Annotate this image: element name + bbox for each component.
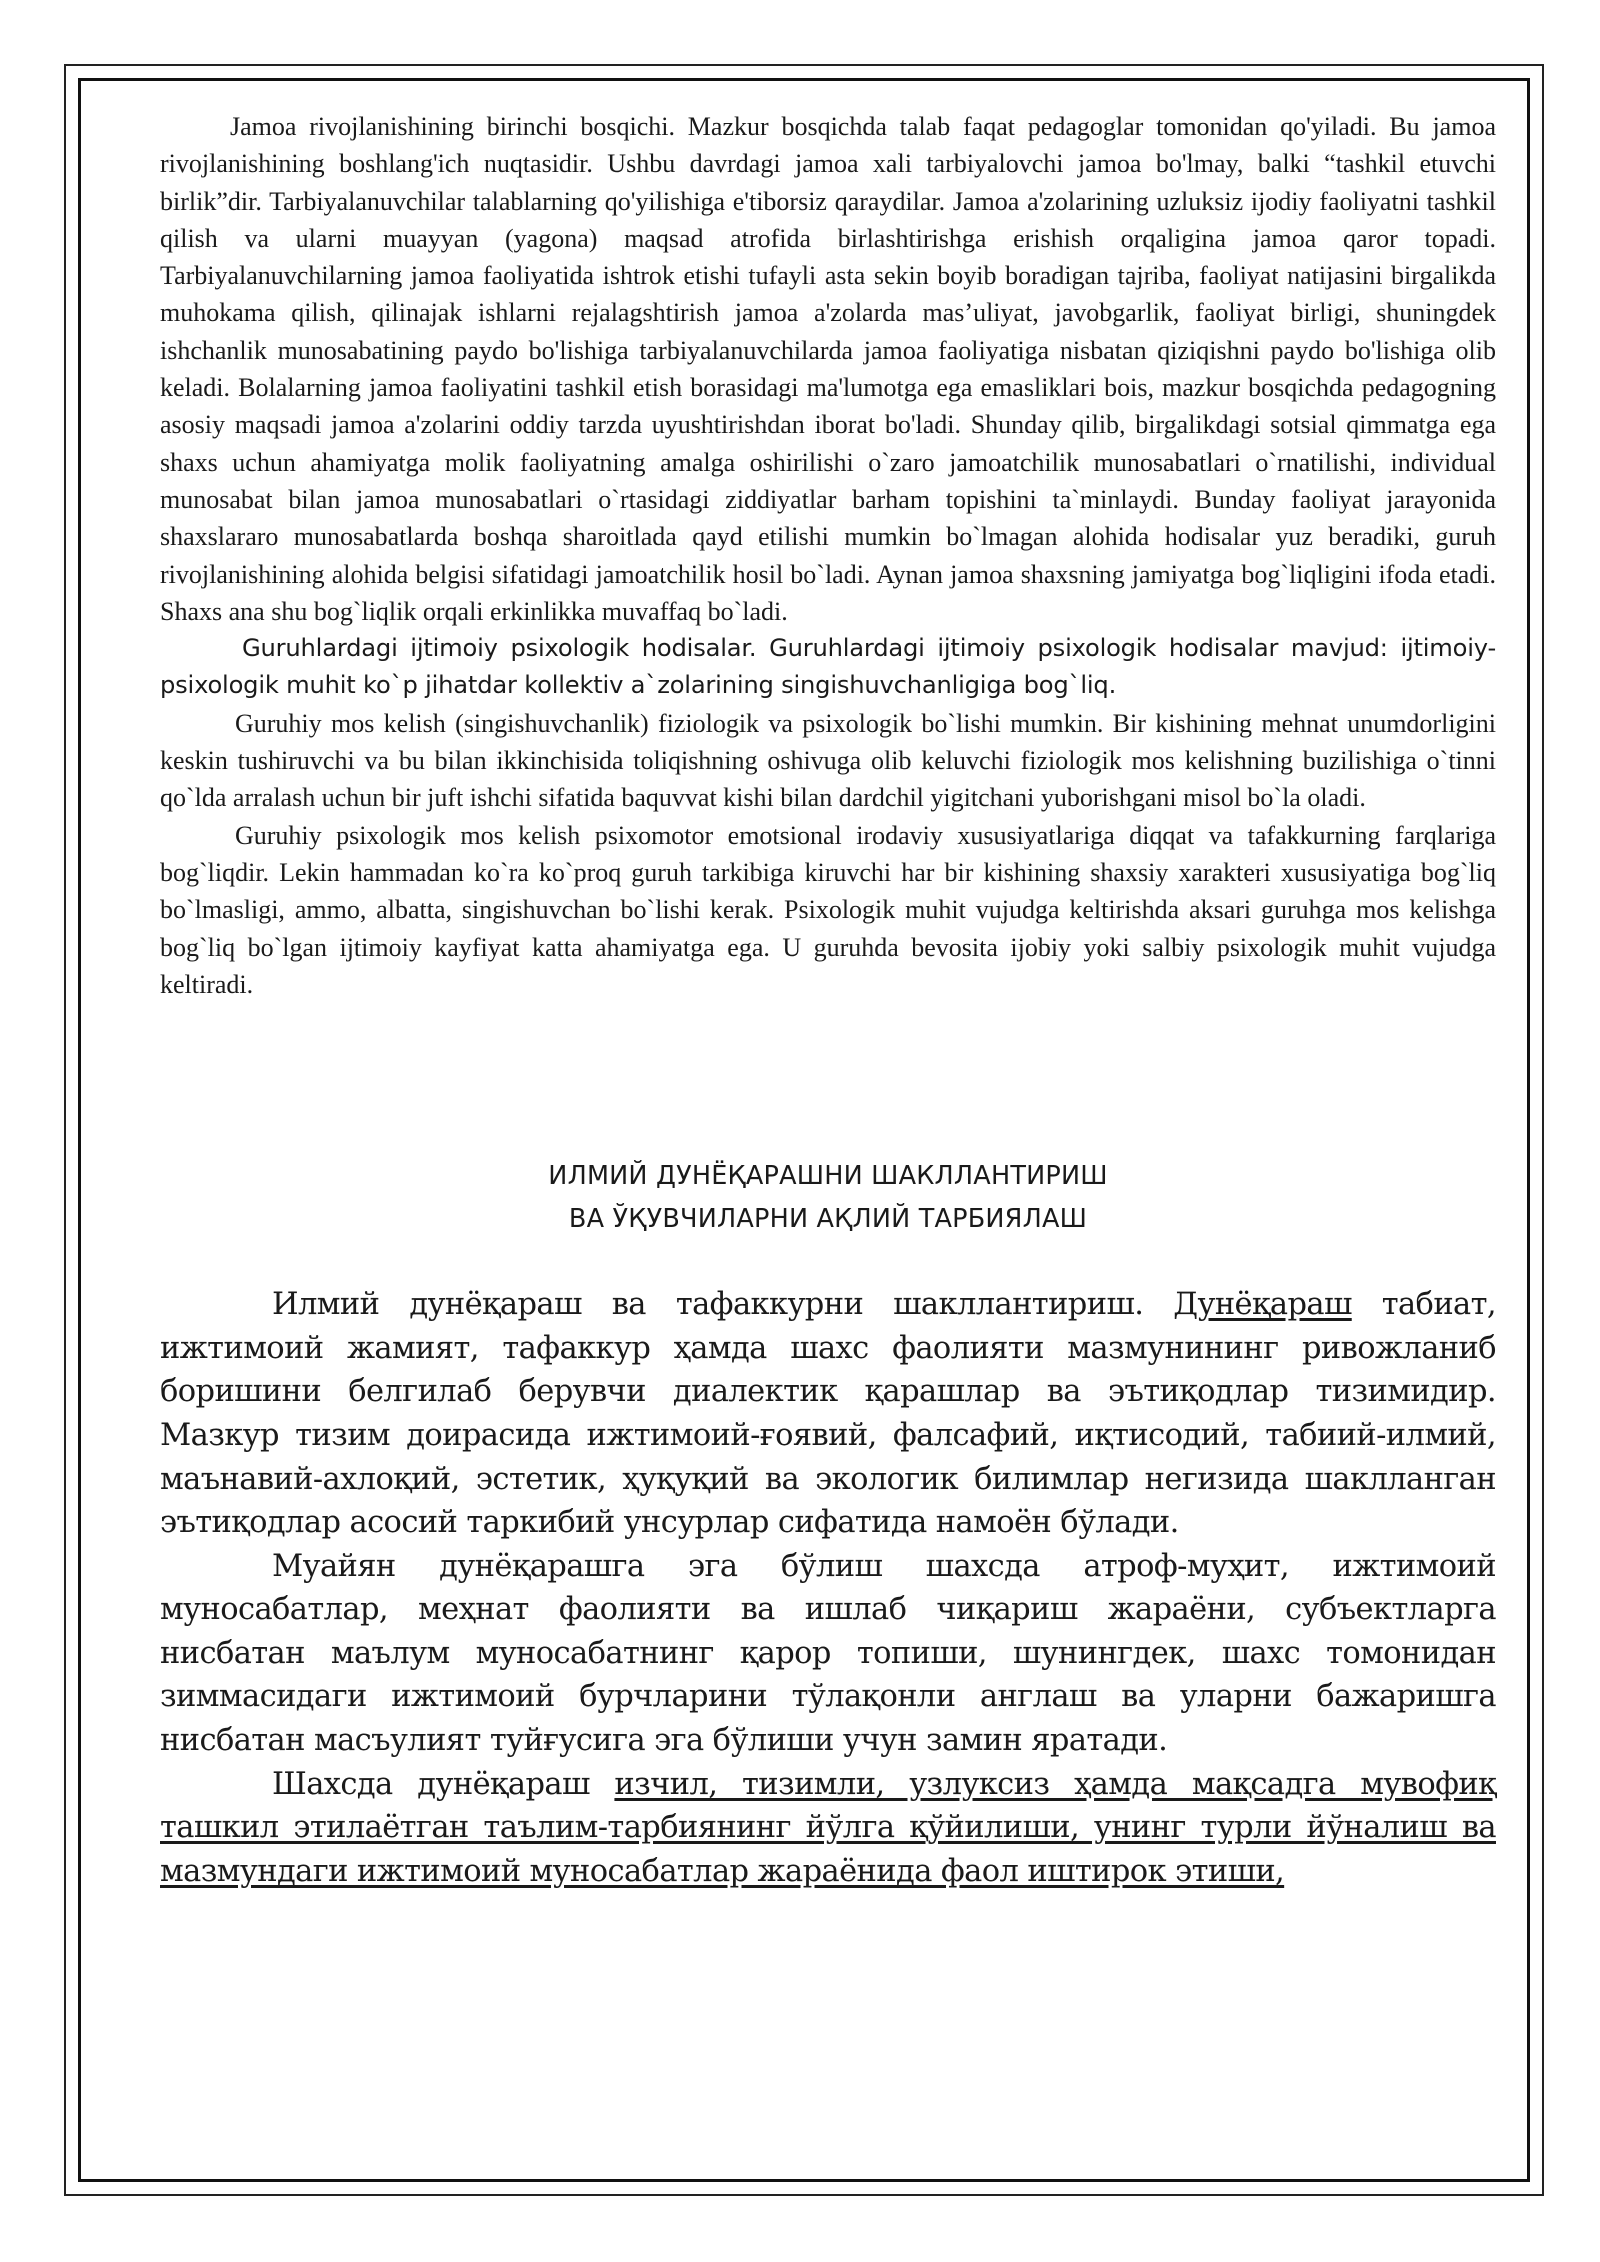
paragraph-worldview-lead: Илмий дунёқараш ва тафаккурни шакллантириш. <box>272 1287 1174 1323</box>
paragraph-worldview-formation <box>160 1763 1496 1894</box>
paragraph-group-compatibility: Guruhiy mos kelish (singishuvchanlik) fiziologik va psixologik bo`lishi mumkin. Bir kishining mehnat unumdorligini keskin tushiruvchi va bu bilan ikkinchisida toliqishning oshivuga olib keluvchi fiziologik mos kelishning buzilishiga o`tinni qo`lda arralash uchun bir juft ishchi sifatida baquvvat kishi bilan dardchil yigitchani yuborishgani misol bo`la oladi. <box>160 708 1496 813</box>
paragraph-collective-first-stage: Jamoa rivojlanishining birinchi bosqichi. Mazkur bosqichda talab faqat pedagoglar tomonidan qo'yiladi. Bu jamoa rivojlanishining boshlang'ich nuqtasidir. Ushbu davrdagi jamoa xali tarbiyalovchi jamoa bo'lmay, balki “tashkil etuvchi birlik”dir. Tarbiyalanuvchilar talablarning qo'yilishiga e'tiborsiz qaraydilar. Jamoa a'zolarining uzluksiz ijodiy faoliyatni tashkil qilish va ularni muayyan (yagona) maqsad atrofida birlashtirishga erishish orqaligina jamoa qaror topadi. Tarbiyalanuvchilarning jamoa faoliyatida ishtrok etishi tufayli asta sekin boyib boradigan tajriba, faoliyat natijasini birgalikda muhokama qilish, qilinajak ishlarni rejalagshtirish jamoa a'zolarda mas’uliyat, javobgarlik, faoliyat birligi, shuningdek ishchanlik munosabatining paydo bo'lishiga tarbiyalanuvchilarda jamoa faoliyatiga nisbatan qiziqishni paydo bo'lishiga olib keladi. Bolalarning jamoa faoliyatini tashkil etish borasidagi ma'lumotga ega emasliklari bois, mazkur bosqichda pedagogning asosiy maqsadi jamoa a'zolarini oddiy tarzda uyushtirishdan iborat bo'ladi. Shunday qilib, birgalikdagi sotsial qimmatga ega shaxs uchun ahamiyatga molik faoliyatning amalga oshirilishi o`zaro jamoatchilik munosabatlari o`rnatilishi, individual munosabat bilan jamoa munosabatlari o`rtasidagi ziddiyatlar barham topishini ta`minlaydi. Bunday faoliyat jarayonida shaxslararo munosabatlarda boshqa sharoitlada qayd etilishi mumkin bo`lmagan alohida hodisalar yuz beradiki, guruh rivojlanishining alohida belgisi sifatidagi jamoatchilik hosil bo`ladi. Aynan jamoa shaxsning jamiyatga bog`liqligini ifoda etadi. Shaxs ana shu bog`liqlik orqali erkinlikka muvaffaq bo`ladi. <box>160 112 1496 626</box>
paragraph-psychological-compatibility: Guruhiy psixologik mos kelish psixomotor emotsional irodaviy xususiyatlariga diqqat va tafakkurning farqlariga bog`liqdir. Lekin hammadan ko`ra ko`proq guruh tarkibiga kiruvchi har bir kishining shaxsiy xarakteri xususiyatiga bog`liq bo`lmasligi, ammo, albatta, singishuvchan bo`lishi kerak. Psixologik muhit vujudga keltirishda aksari guruhga mos kelishga bog`liq bo`lgan ijtimoiy kayfiyat katta ahamiyatga ega. U guruhda bevosita ijobiy yoki salbiy psixologik muhit vujudga keltiradi. <box>160 820 1496 999</box>
latin-section <box>160 108 1496 1003</box>
document-body <box>160 108 1496 1893</box>
section-heading <box>160 1155 1496 1241</box>
paragraph-worldview-text: табиат, ижтимоий жамият, тафаккур ҳамда шахс фаолияти мазмунининг ривожланиб боришини белгилаб берувчи диалектик қарашлар ва эътиқодлар тизимидир. Мазкур тизим доирасида ижтимоий-ғоявий, фалсафий, иқтисодий, табиий-илмий, маънавий-ахлоқий, эстетик, ҳуқуқий ва экологик билимлар негизида шаклланган эътиқодлар асосий таркибий унсурлар сифатида намоён бўлади. <box>160 1287 1496 1541</box>
section-heading-line-1: ИЛМИЙ ДУНЁҚАРАШНИ ШАКЛЛАНТИРИШ <box>548 1161 1108 1192</box>
paragraph-worldview-definition <box>160 1283 1496 1545</box>
paragraph-formation-lead: Шахсда дунёқараш <box>272 1766 615 1802</box>
underlined-formation-text: изчил, тизимли, узлуксиз ҳамда мақсадга мувофиқ ташкил этилаётган таълим-тарбиянинг йўлга қўйилиши, унинг турли йўналиш ва мазмундаги ижтимоий муносабатлар жараёнида фаол иштирок этиши, <box>160 1766 1496 1889</box>
cyrillic-section <box>160 1283 1496 1893</box>
underlined-term-worldview: Дунёқараш <box>1173 1287 1352 1323</box>
paragraph-group-phenomena: Guruhlardagi ijtimoiy psixologik hodisalar. Guruhlardagi ijtimoiy psixologik hodisalar mavjud: ijtimoiy-psixologik muhit ko`p jihatdar kollektiv a`zolarining singishuvchanligiga bog`liq. <box>160 634 1496 700</box>
paragraph-worldview-basis: Муайян дунёқарашга эга бўлиш шахсда атроф-муҳит, ижтимоий муносабатлар, меҳнат фаолияти ва ишлаб чиқариш жараёни, субъектларга нисбатан маълум муносабатнинг қарор топиши, шунингдек, шахс томонидан зиммасидаги ижтимоий бурчларини тўлақонли англаш ва уларни бажаришга нисбатан масъулият туйғусига эга бўлиши учун замин яратади. <box>160 1548 1496 1759</box>
section-heading-line-2: ВА ЎҚУВЧИЛАРНИ АҚЛИЙ ТАРБИЯЛАШ <box>568 1204 1088 1235</box>
